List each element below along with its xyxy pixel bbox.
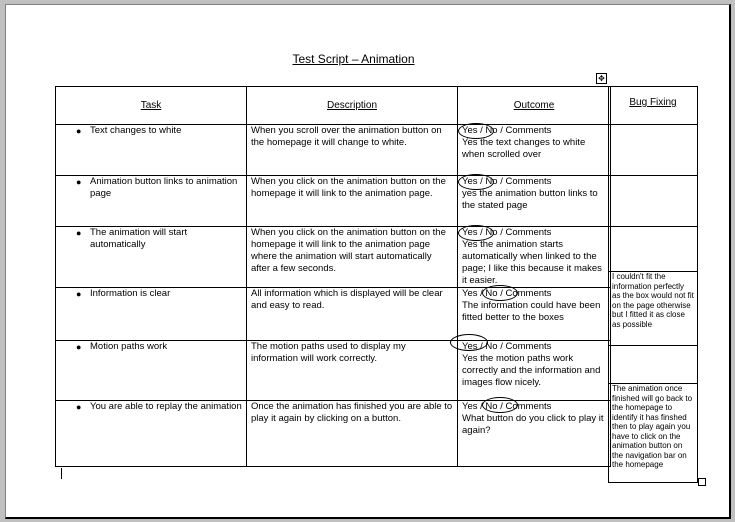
outcome-comment: Yes the animation starts automatically when linked to the page; I like this because it makes it easier. — [462, 239, 602, 286]
bug-cell[interactable] — [608, 124, 698, 176]
task-cell[interactable] — [56, 288, 247, 341]
bug-note-2[interactable]: The animation once finished will go back to the homepage to identify it has finshed then to play again you have to click on the animation button on the navigation bar on the homepage — [608, 383, 698, 483]
task-cell[interactable] — [56, 227, 247, 288]
description-text: When you click on the animation button on the homepage it will link to the animation page where the animation will start automatically after a few seconds. — [251, 227, 446, 274]
outcome-options-text: Yes / No / Comments — [462, 401, 552, 412]
description-cell[interactable] — [247, 176, 458, 227]
table-row — [56, 288, 611, 341]
bug-cell[interactable] — [608, 226, 698, 272]
description-cell[interactable] — [247, 341, 458, 401]
description-text: When you click on the animation button on the homepage it will link to the animation page. — [251, 176, 446, 199]
outcome-options — [462, 288, 606, 300]
table-row — [56, 176, 611, 227]
description-text: When you scroll over the animation button on the homepage it will change to white. — [251, 125, 442, 148]
table-row — [56, 401, 611, 467]
description-text: The motion paths used to display my information will work correctly. — [251, 341, 406, 364]
outcome-comment: What button do you click to play it again? — [462, 413, 604, 436]
header-task: Task — [56, 87, 247, 125]
task-text: You are able to replay the animation — [90, 401, 242, 412]
outcome-options — [462, 125, 606, 137]
task-text: Information is clear — [90, 288, 171, 299]
outcome-cell[interactable] — [458, 227, 611, 288]
yes-circle-mark — [458, 225, 494, 241]
outcome-cell[interactable] — [458, 401, 611, 467]
task-text: The animation will start automatically — [90, 227, 188, 250]
description-cell[interactable] — [247, 288, 458, 341]
bug-cell[interactable] — [608, 175, 698, 227]
no-circle-mark — [482, 285, 518, 301]
outcome-cell[interactable] — [458, 125, 611, 176]
outcome-options — [462, 341, 606, 353]
table-row — [56, 227, 611, 288]
bullet-icon: ● — [76, 228, 82, 238]
yes-circle-mark — [458, 174, 494, 190]
outcome-cell[interactable] — [458, 288, 611, 341]
bullet-icon: ● — [76, 289, 82, 299]
outcome-options-text: Yes / No / Comments — [462, 125, 552, 136]
task-text: Animation button links to animation page — [90, 176, 238, 199]
task-cell[interactable] — [56, 125, 247, 176]
outcome-options-text: Yes / No / Comments — [462, 288, 552, 299]
table-header-row — [56, 87, 611, 125]
outcome-comment: yes the animation button links to the stated page — [462, 188, 598, 211]
bug-note-1[interactable]: I couldn't fit the information perfectly as the box would not fit on the page otherwise but I fitted it as close as possible — [608, 271, 698, 346]
outcome-cell[interactable] — [458, 176, 611, 227]
outcome-options — [462, 227, 606, 239]
description-cell[interactable] — [247, 401, 458, 467]
yes-circle-mark — [458, 123, 494, 139]
bug-cell[interactable] — [608, 345, 698, 384]
header-outcome: Outcome — [458, 87, 611, 125]
description-cell[interactable] — [247, 125, 458, 176]
description-cell[interactable] — [247, 227, 458, 288]
bug-fixing-column — [608, 86, 698, 478]
outcome-options — [462, 401, 606, 413]
outcome-options-text: Yes / No / Comments — [462, 176, 552, 187]
table-row — [56, 341, 611, 401]
outcome-options-text: Yes / No / Comments — [462, 341, 552, 352]
task-cell[interactable] — [56, 401, 247, 467]
table-resize-handle[interactable] — [698, 478, 706, 486]
task-cell[interactable] — [56, 341, 247, 401]
outcome-options-text: Yes / No / Comments — [462, 227, 552, 238]
outcome-comment: Yes the text changes to white when scrolled over — [462, 137, 586, 160]
description-text: All information which is displayed will be clear and easy to read. — [251, 288, 443, 311]
test-script-table — [55, 86, 611, 467]
bullet-icon: ● — [76, 402, 82, 412]
bullet-icon: ● — [76, 126, 82, 136]
yes-circle-mark — [450, 334, 488, 351]
text-cursor — [61, 468, 62, 479]
outcome-comment: Yes the motion paths work correctly and the information and images flow nicely. — [462, 353, 601, 388]
document-title: Test Script – Animation — [292, 52, 415, 66]
task-text: Motion paths work — [90, 341, 168, 352]
task-cell[interactable] — [56, 176, 247, 227]
bullet-icon: ● — [76, 342, 82, 352]
outcome-cell[interactable] — [458, 341, 611, 401]
table-move-handle-icon[interactable]: ✥ — [596, 73, 607, 84]
header-description: Description — [247, 87, 458, 125]
table-row — [56, 125, 611, 176]
description-text: Once the animation has finished you are able to play it again by clicking on a button. — [251, 401, 453, 424]
header-bug-fixing: Bug Fixing — [608, 86, 698, 125]
outcome-comment: The information could have been fitted better to the boxes — [462, 300, 601, 323]
bullet-icon: ● — [76, 177, 82, 187]
no-circle-mark — [482, 397, 518, 413]
outcome-options — [462, 176, 606, 188]
task-text: Text changes to white — [90, 125, 182, 136]
